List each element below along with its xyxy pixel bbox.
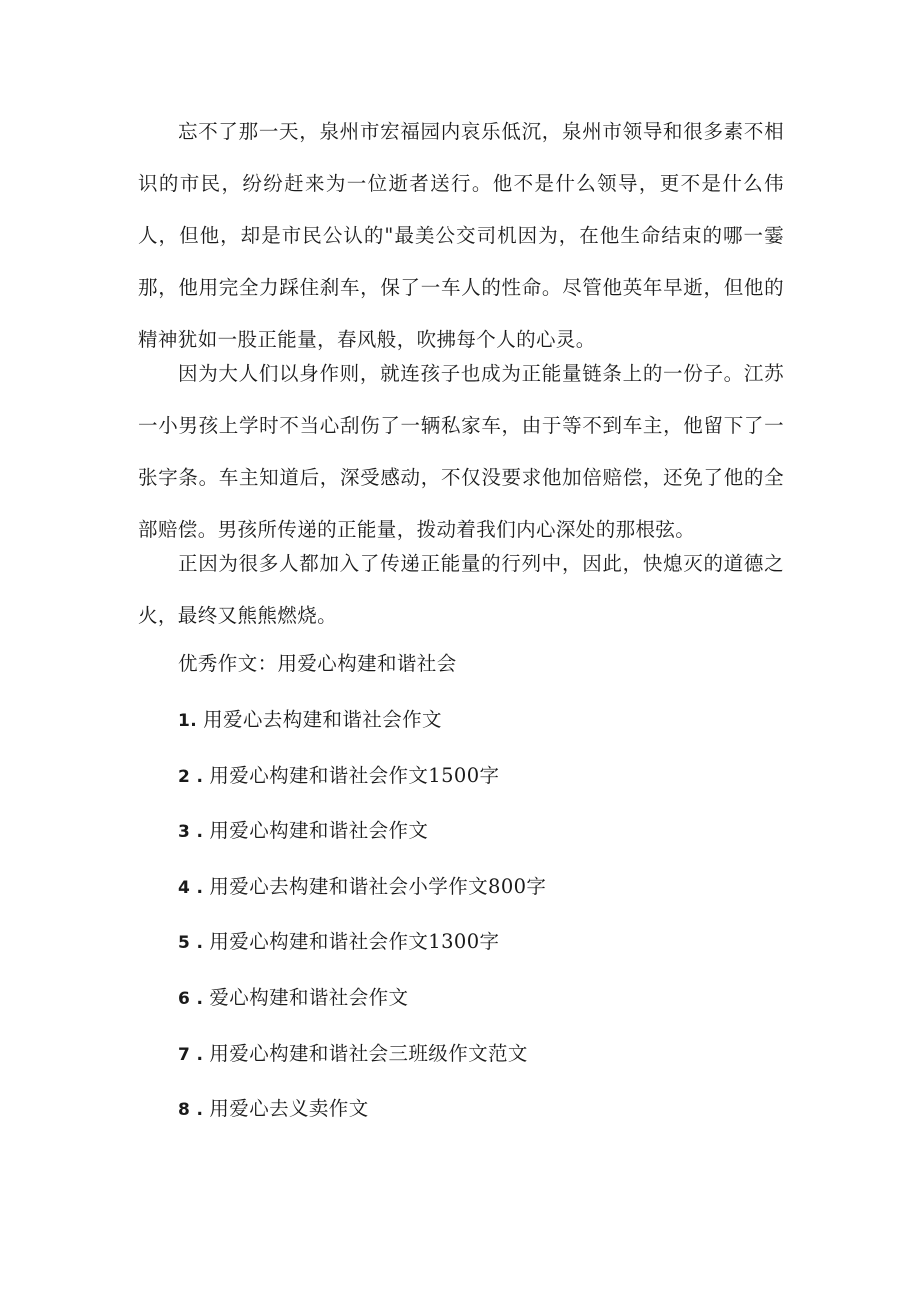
article-list [178, 700, 546, 1145]
paragraph-conclusion: 正因为很多人都加入了传递正能量的行列中，因此，快熄灭的道德之火，最终又熊熊燃烧。 [138, 552, 784, 627]
list-item-text: 用爱心构建和谐社会作文1500字 [209, 763, 500, 787]
list-item-text: 用爱心去义卖作文 [209, 1097, 369, 1121]
list-item-text: 爱心构建和谐社会作文 [209, 985, 409, 1009]
list-item-number: 3 . [178, 822, 204, 843]
list-item-number: 8 . [178, 1100, 204, 1121]
list-item [178, 756, 546, 812]
list-item [178, 867, 546, 923]
list-item-number: 6 . [178, 988, 204, 1009]
list-item [178, 1089, 546, 1145]
list-item-text: 用爱心构建和谐社会作文1300字 [209, 930, 500, 954]
list-item [178, 700, 546, 756]
list-item-number: 2 . [178, 766, 204, 787]
list-item-text: 用爱心构建和谐社会作文 [209, 819, 429, 843]
list-item-number: 5 . [178, 933, 204, 954]
list-item-number: 4 . [178, 877, 204, 898]
paragraph-boy-note: 因为大人们以身作则，就连孩子也成为正能量链条上的一份子。江苏一小男孩上学时不当心刮伤了一辆私家车，由于等不到车主，他留下了一张字条。车主知道后，深受感动，不仅没要求他加倍赔偿，还免了他的全部赔偿。男孩所传递的正能量，拨动着我们内心深处的那根弦。 [138, 362, 784, 541]
list-item [178, 1034, 546, 1090]
list-item [178, 811, 546, 867]
list-item-text: 用爱心构建和谐社会三班级作文范文 [209, 1041, 528, 1065]
list-item-text: 用爱心去构建和谐社会小学作文800字 [209, 874, 547, 898]
list-item-number: 7 . [178, 1044, 204, 1065]
list-item [178, 922, 546, 978]
list-item-text: 用爱心去构建和谐社会作文 [203, 708, 442, 731]
list-item-number: 1. [178, 711, 198, 731]
paragraph-bus-driver: 忘不了那一天，泉州市宏福园内哀乐低沉，泉州市领导和很多素不相识的市民，纷纷赶来为一位逝者送行。他不是什么领导，更不是什么伟人，但他，却是市民公认的"最美公交司机因为，在他生命结束的哪一霎那，他用完全力踩住刹车，保了一车人的性命。尽管他英年早逝，但他的精神犹如一股正能量，春风般，吹拂每个人的心灵。 [138, 120, 784, 351]
list-item [178, 978, 546, 1034]
section-heading: 优秀作文：用爱心构建和谐社会 [178, 652, 457, 675]
